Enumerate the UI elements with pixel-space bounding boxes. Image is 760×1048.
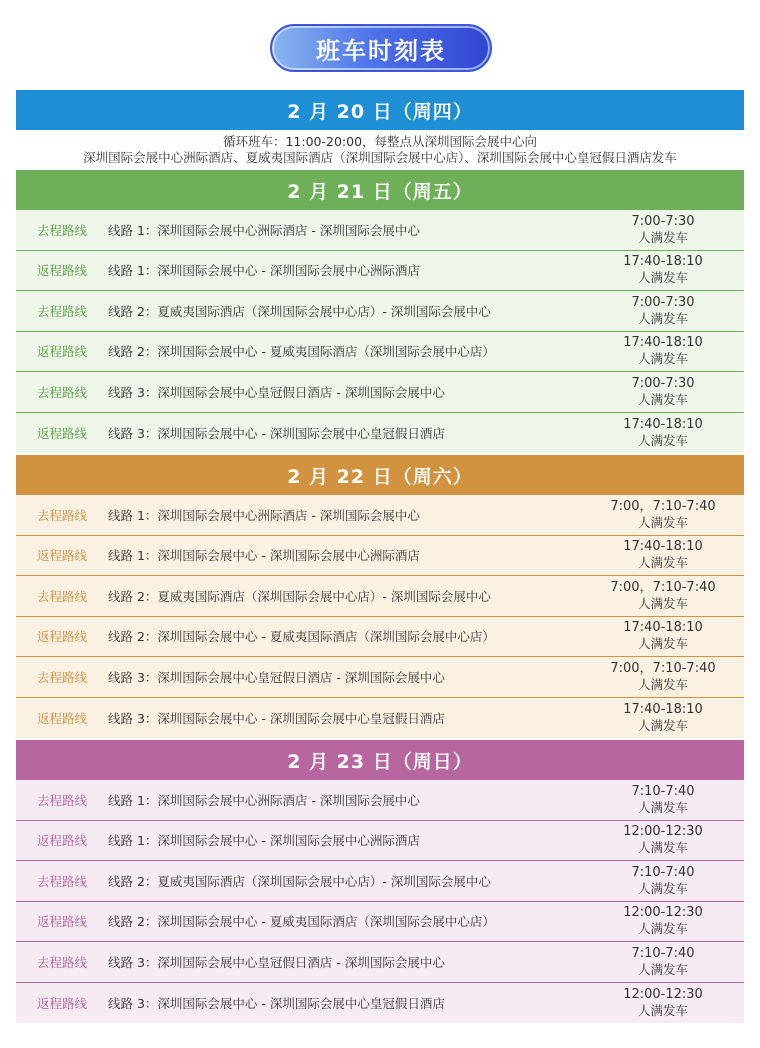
day-header: 2 月 20 日（周四） (16, 90, 744, 130)
route-label: 线路 2：深圳国际会展中心 - 夏威夷国际酒店（深圳国际会展中心店） (108, 629, 495, 645)
time-range: 12:00-12:30 (623, 905, 703, 921)
direction-label: 去程路线 (36, 303, 87, 319)
schedule-rows (16, 780, 744, 1023)
time-range: 7:00，7:10-7:40 (610, 579, 716, 595)
schedule-row (16, 536, 744, 577)
time-range: 7:10-7:40 (631, 783, 695, 799)
departure-note: 人满发车 (637, 391, 688, 407)
direction-label: 去程路线 (36, 222, 87, 238)
direction-label: 返程路线 (36, 833, 87, 849)
schedule-row (16, 372, 744, 413)
departure-note: 人满发车 (637, 229, 688, 245)
route-label: 线路 3：深圳国际会展中心皇冠假日酒店 - 深圳国际会展中心 (108, 384, 445, 400)
time-range: 7:10-7:40 (631, 864, 695, 880)
direction-label: 去程路线 (36, 873, 87, 889)
direction-label: 返程路线 (36, 710, 87, 726)
page-header (0, 0, 760, 90)
time-range: 17:40-18:10 (623, 701, 703, 717)
route-label: 线路 2：深圳国际会展中心 - 夏威夷国际酒店（深圳国际会展中心店） (108, 914, 495, 930)
schedule-row (16, 291, 744, 332)
route-label: 线路 1：深圳国际会展中心洲际酒店 - 深圳国际会展中心 (108, 792, 420, 808)
time-range: 12:00-12:30 (623, 824, 703, 840)
time-cell (588, 905, 744, 937)
time-range: 7:00-7:30 (631, 294, 695, 310)
departure-note: 人满发车 (637, 961, 688, 977)
note-line: 循环班车：11:00-20:00，每整点从深圳国际会展中心向 (222, 134, 538, 149)
departure-note: 人满发车 (637, 799, 688, 815)
route-label: 线路 2：夏威夷国际酒店（深圳国际会展中心店）- 深圳国际会展中心 (108, 303, 491, 319)
departure-note: 人满发车 (637, 717, 688, 733)
route-label: 线路 2：夏威夷国际酒店（深圳国际会展中心店）- 深圳国际会展中心 (108, 588, 491, 604)
direction-label: 返程路线 (36, 263, 87, 279)
day-section-feb20 (16, 90, 744, 170)
time-cell (588, 620, 744, 652)
time-range: 12:00-12:30 (623, 986, 703, 1002)
time-cell (588, 417, 744, 449)
time-cell (588, 824, 744, 856)
time-range: 17:40-18:10 (623, 335, 703, 351)
direction-label: 去程路线 (36, 384, 87, 400)
schedule-row (16, 576, 744, 617)
schedule-row (16, 332, 744, 373)
time-cell (588, 987, 744, 1019)
time-cell (588, 539, 744, 571)
day-section-feb21 (16, 170, 744, 453)
route-label: 线路 3：深圳国际会展中心 - 深圳国际会展中心皇冠假日酒店 (108, 995, 445, 1011)
schedule-row (16, 821, 744, 862)
time-cell (588, 661, 744, 693)
route-label: 线路 3：深圳国际会展中心 - 深圳国际会展中心皇冠假日酒店 (108, 425, 445, 441)
time-range: 17:40-18:10 (623, 254, 703, 270)
departure-note: 人满发车 (637, 351, 688, 367)
time-cell (588, 254, 744, 286)
page-title: 班车时刻表 (270, 24, 492, 72)
route-label: 线路 1：深圳国际会展中心 - 深圳国际会展中心洲际酒店 (108, 833, 420, 849)
schedule-row (16, 657, 744, 698)
departure-note: 人满发车 (637, 880, 688, 896)
route-label: 线路 3：深圳国际会展中心皇冠假日酒店 - 深圳国际会展中心 (108, 669, 445, 685)
time-cell (588, 865, 744, 897)
time-cell (588, 214, 744, 246)
time-range: 7:00，7:10-7:40 (610, 498, 716, 514)
departure-note: 人满发车 (637, 270, 688, 286)
route-label: 线路 3：深圳国际会展中心皇冠假日酒店 - 深圳国际会展中心 (108, 954, 445, 970)
schedule-row (16, 617, 744, 658)
day-section-feb23 (16, 740, 744, 1023)
route-label: 线路 1：深圳国际会展中心 - 深圳国际会展中心洲际酒店 (108, 263, 420, 279)
schedule-row (16, 942, 744, 983)
direction-label: 返程路线 (36, 914, 87, 930)
schedule-row (16, 983, 744, 1024)
departure-note: 人满发车 (637, 921, 688, 937)
direction-label: 返程路线 (36, 425, 87, 441)
departure-note: 人满发车 (637, 676, 688, 692)
schedule-row (16, 251, 744, 292)
time-cell (588, 784, 744, 816)
time-cell (588, 946, 744, 978)
departure-note: 人满发车 (637, 636, 688, 652)
direction-label: 去程路线 (36, 588, 87, 604)
direction-label: 去程路线 (36, 507, 87, 523)
direction-label: 返程路线 (36, 344, 87, 360)
time-range: 7:00-7:30 (631, 375, 695, 391)
time-cell (588, 580, 744, 612)
route-label: 线路 2：深圳国际会展中心 - 夏威夷国际酒店（深圳国际会展中心店） (108, 344, 495, 360)
time-range: 7:10-7:40 (631, 945, 695, 961)
time-cell (588, 499, 744, 531)
schedule-row (16, 780, 744, 821)
direction-label: 返程路线 (36, 995, 87, 1011)
day-section-feb22 (16, 455, 744, 738)
direction-label: 返程路线 (36, 629, 87, 645)
time-cell (588, 335, 744, 367)
departure-note: 人满发车 (637, 555, 688, 571)
schedule-rows (16, 495, 744, 738)
schedule-rows (16, 210, 744, 453)
schedule-row (16, 413, 744, 454)
schedule-row (16, 902, 744, 943)
route-label: 线路 2：夏威夷国际酒店（深圳国际会展中心店）- 深圳国际会展中心 (108, 873, 491, 889)
route-label: 线路 1：深圳国际会展中心 - 深圳国际会展中心洲际酒店 (108, 548, 420, 564)
departure-note: 人满发车 (637, 840, 688, 856)
day-header: 2 月 22 日（周六） (16, 455, 744, 495)
direction-label: 去程路线 (36, 669, 87, 685)
departure-note: 人满发车 (637, 1002, 688, 1018)
departure-note: 人满发车 (637, 595, 688, 611)
schedule-row (16, 495, 744, 536)
day-header: 2 月 23 日（周日） (16, 740, 744, 780)
direction-label: 去程路线 (36, 954, 87, 970)
direction-label: 返程路线 (36, 548, 87, 564)
time-range: 7:00，7:10-7:40 (610, 660, 716, 676)
note-line: 深圳国际会展中心洲际酒店、夏威夷国际酒店（深圳国际会展中心店）、深圳国际会展中心皇冠假日酒店发车 (83, 150, 677, 165)
time-range: 17:40-18:10 (623, 416, 703, 432)
departure-note: 人满发车 (637, 310, 688, 326)
schedule-row (16, 861, 744, 902)
time-range: 17:40-18:10 (623, 539, 703, 555)
route-label: 线路 1：深圳国际会展中心洲际酒店 - 深圳国际会展中心 (108, 507, 420, 523)
time-range: 17:40-18:10 (623, 620, 703, 636)
departure-note: 人满发车 (637, 432, 688, 448)
time-cell (588, 702, 744, 734)
route-label: 线路 3：深圳国际会展中心 - 深圳国际会展中心皇冠假日酒店 (108, 710, 445, 726)
day-header: 2 月 21 日（周五） (16, 170, 744, 210)
direction-label: 去程路线 (36, 792, 87, 808)
time-range: 7:00-7:30 (631, 213, 695, 229)
route-label: 线路 1：深圳国际会展中心洲际酒店 - 深圳国际会展中心 (108, 222, 420, 238)
time-cell (588, 376, 744, 408)
schedule-row (16, 210, 744, 251)
time-cell (588, 295, 744, 327)
departure-note: 人满发车 (637, 514, 688, 530)
shuttle-note (16, 130, 744, 170)
schedule-row (16, 698, 744, 739)
